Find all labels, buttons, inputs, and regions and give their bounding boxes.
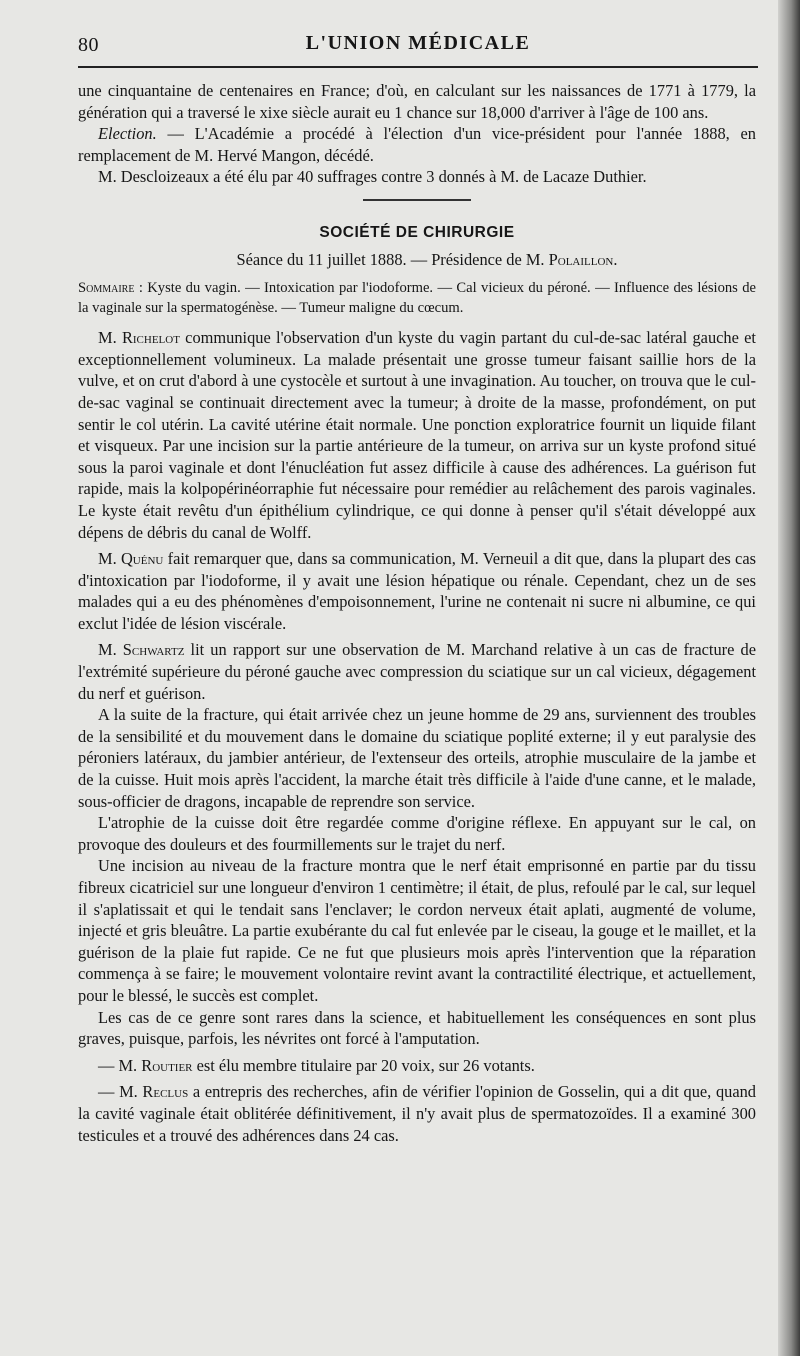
election-result: M. Descloizeaux a été élu par 40 suffrages contre 3 donnés à M. de Lacaze Duthier. xyxy=(98,167,647,187)
text-queno: fait remarquer que, dans sa communication, M. Verneuil a dit que, dans la plupart des cas d'intoxication par l'iodoforme, il y avait une lésion hépatique ou rénale. Cependant, chez un de ses malades qui a eu des phénomènes d'empoisonnement, l'urine ne contenait ni sucre ni albumine, ce qui exclut l'idée de lésion viscérale. xyxy=(78,549,756,633)
text-schwartz: lit un rapport sur une observation de M. Marchand relative à un cas de fracture de l'extrémité supérieure du péroné gauche avec compression du sciatique sur un cal vicieux, dégagement du nerf et guérison. xyxy=(78,640,756,703)
article-body xyxy=(78,80,756,1146)
intro-paragraph: une cinquantaine de centenaires en France; d'où, en calculant sur les naissances de 1771 à 1779, la génération qui a traversé le xixe siècle aurait eu 1 chance sur 18,000 d'arriver à l'âge de 100 ans. xyxy=(78,81,756,122)
page-header xyxy=(78,30,758,60)
president-name: Polaillon xyxy=(548,249,614,269)
session-line xyxy=(78,249,756,271)
text-routier: est élu membre titulaire par 20 voix, sur 26 votants. xyxy=(192,1055,535,1075)
reclus-prefix: — M. xyxy=(98,1082,143,1102)
summary-label: Sommaire : xyxy=(78,280,143,297)
summary-text: Kyste du vagin. — Intoxication par l'iodoforme. — Cal vicieux du péroné. — Influence des lésions de la vaginale sur la spermatogénèse. — Tumeur maligne du cœcum. xyxy=(78,280,757,316)
election-label: Election. xyxy=(98,124,157,144)
paragraph-atrophie: L'atrophie de la cuisse doit être regardée comme d'origine réflexe. En appuyant sur le cal, on provoque des douleurs et des fourmillements sur le trajet du nerf. xyxy=(78,813,756,854)
text-richelot: communique l'observation d'un kyste du vagin partant du cul-de-sac latéral gauche et exceptionnellement volumineux. La malade présentait une grosse tumeur faisant saillie hors de la vulve, et on crut d'abord à une cystocèle et surtout à une invagination. Au toucher, on trouva que le cul-de-sac vaginal se continuait directement avec la tumeur; à droite de la masse, profondément, on put sentir le col utérin. La cavité utérine était normale. Une ponction exploratrice fournit un liquide filant et visqueux. Par une incision sur la partie antérieure de la tumeur, on arriva sur un kyste profond situé sous la paroi vaginale et dont l'énucléation fut assez difficile à cause des adhérences. La guérison fut rapide, mais la kolpopérinéorraphie fut nécessaire pour remédier au relâchement des parois vaginales. Le kyste était revêtu d'un épithélium cylindrique, ce qui donne à penser qu'il s'était développé aux dépens de débris du canal de Wolff. xyxy=(78,328,756,542)
author-queno: Quénu xyxy=(120,549,164,569)
summary xyxy=(78,279,756,318)
author-richelot: Richelot xyxy=(121,328,180,348)
section-title: SOCIÉTÉ DE CHIRURGIE xyxy=(319,223,515,241)
author-routier: Routier xyxy=(141,1055,193,1075)
paragraph-incision: Une incision au niveau de la fracture montra que le nerf était emprisonné en partie par du tissu fibreux cicatriciel sur une longueur d'environ 1 centimètre; il était, de plus, refoulé par le cal, sur lequel il s'aplatissait et qui le tendait sans l'enclaver; le cordon nerveux était aplati, augmenté de volume, injecté et gris bleuâtre. La partie exubérante du cal fut enlevée par le ciseau, la gouge et le maillet, et la guérison de la plaie fut rapide. Ce ne fut que plusieurs mois après l'intervention que la réparation commença à se faire; le mouvement volontaire revint avant la contractilité électrique, et actuellement, pour le blessé, le succès est complet. xyxy=(78,856,756,1005)
book-spine-shadow xyxy=(778,0,800,1356)
page-number: 80 xyxy=(78,34,99,56)
session-prefix: Séance du 11 juillet 1888. — Présidence de M. xyxy=(236,249,549,269)
paragraph-routier xyxy=(78,1055,756,1077)
session-suffix: . xyxy=(613,249,618,269)
author-schwartz: Schwartz xyxy=(122,640,185,660)
paragraph-reclus xyxy=(78,1081,756,1146)
running-title: L'UNION MÉDICALE xyxy=(305,32,531,54)
election-paragraph xyxy=(78,123,756,166)
paragraph-richelot: M. Richelot communique l'observation d'un kyste du vagin partant du cul-de-sac latéral gauche et exceptionnellement volumineux. La malade présentait une grosse tumeur faisant saillie hors de la vulve, et on crut d'abord à une cystocèle et surtout à une invagination. Au toucher, on trouva que le cul-de-sac vaginal se continuait directement avec la tumeur; à droite de la masse, profondément, on put sentir le col utérin. La cavité utérine était normale. Une ponction exploratrice fournit un liquide filant et visqueux. Par une incision sur la partie antérieure de la tumeur, on arriva sur un kyste profond situé sous la paroi vaginale et dont l'énucléation fut assez difficile à cause des adhérences. La guérison fut rapide, mais la kolpopérinéorraphie fut nécessaire pour remédier au relâchement des parois vaginales. Le kyste était revêtu d'un épithélium cylindrique, ce qui donne à penser qu'il s'était développé aux dépens de débris du canal de Wolff. xyxy=(78,328,756,542)
paragraph-queno: M. Quénu fait remarquer que, dans sa communication, M. Verneuil a dit que, dans la plupart des cas d'intoxication par l'iodoforme, il y avait une lésion hépatique ou rénale. Cependant, chez un de ses malades qui a eu des phénomènes d'empoisonnement, l'urine ne contenait ni sucre ni albumine, ce qui exclut l'idée de lésion viscérale. xyxy=(78,549,756,633)
election-text: — L'Académie a procédé à l'élection d'un vice-président pour l'année 1888, en remplacement de M. Hervé Mangon, décédé. xyxy=(78,124,756,165)
author-reclus: Reclus xyxy=(142,1082,189,1102)
section-divider xyxy=(363,199,471,201)
paragraph-fracture: A la suite de la fracture, qui était arrivée chez un jeune homme de 29 ans, surviennent des troubles de la sensibilité et du mouvement dans le domaine du sciatique poplité externe; il y eut paralysie des péroniers latéraux, du jambier antérieur, de l'extenseur des orteils, atrophie musculaire de la jambe et de la cuisse. Huit mois après l'accident, la marche était très difficile à l'aide d'une canne, et le malade, sous-officier de dragons, incapable de reprendre son service. xyxy=(78,705,756,811)
text-reclus: a entrepris des recherches, afin de vérifier l'opinion de Gosselin, qui a dit que, quand la cavité vaginale était oblitérée définitivement, il n'y avait plus de spermatozoïdes. Il a examiné 300 testicules et a trouvé des adhérences dans 24 cas. xyxy=(78,1082,756,1145)
routier-prefix: — M. xyxy=(98,1055,142,1075)
paragraph-schwartz: M. Schwartz lit un rapport sur une observation de M. Marchand relative à un cas de fracture de l'extrémité supérieure du péroné gauche avec compression du sciatique sur un cal vicieux, dégagement du nerf et guérison. xyxy=(78,640,756,703)
header-rule xyxy=(78,66,758,68)
paragraph-rares: Les cas de ce genre sont rares dans la science, et habituellement les conséquences en sont plus graves, puisque, parfois, les névrites ont forcé à l'amputation. xyxy=(78,1007,756,1049)
